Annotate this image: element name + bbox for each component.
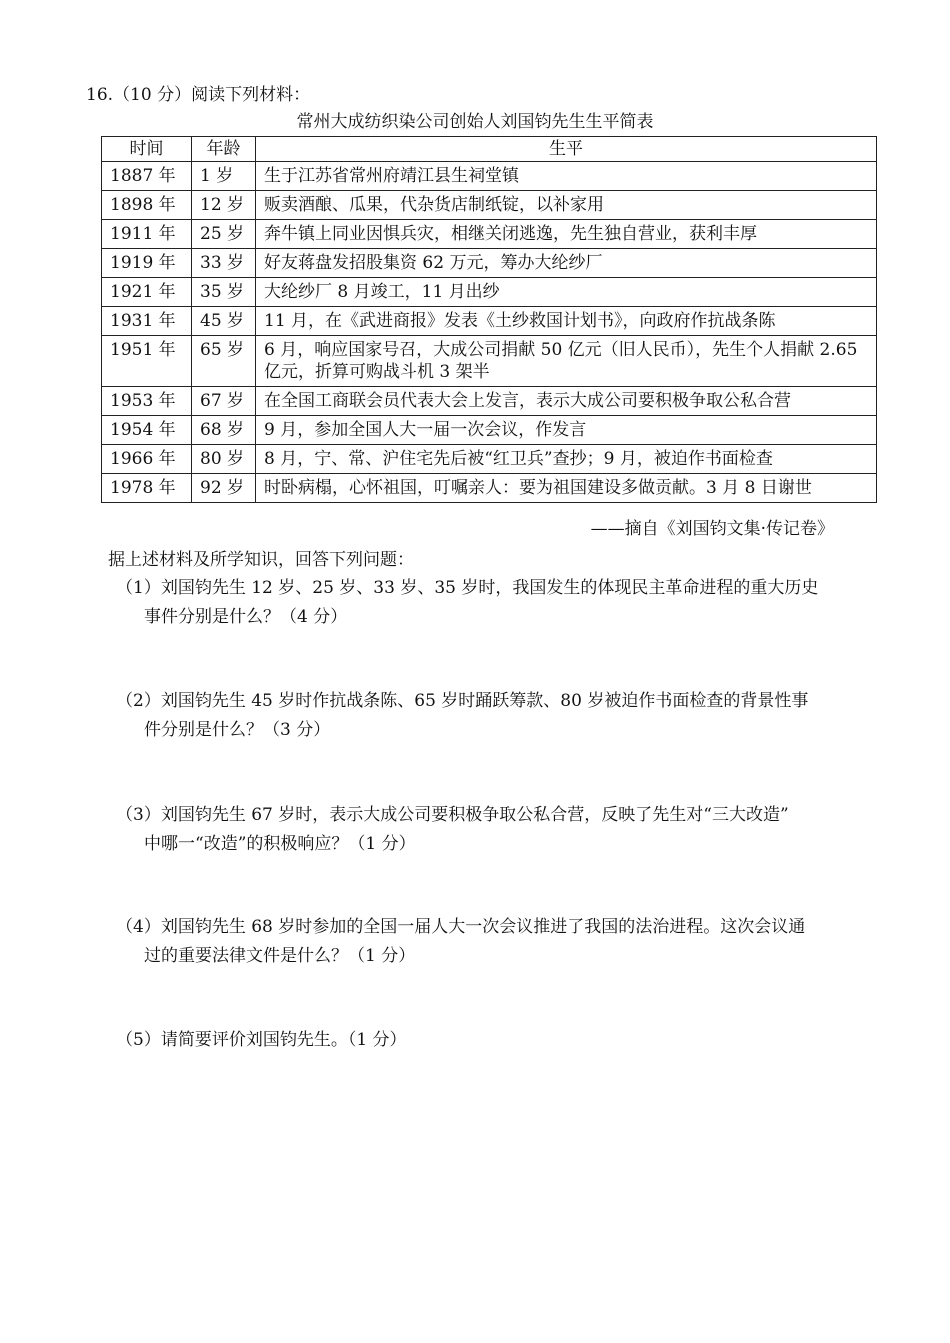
cell-year: 1921 年 <box>102 278 192 307</box>
cell-event: 8 月，宁、常、沪住宅先后被“红卫兵”查抄；9 月，被迫作书面检查 <box>256 445 877 474</box>
question-2-line2: 件分别是什么？（3 分） <box>144 720 331 740</box>
question-3-line2: 中哪一“改造”的积极响应？（1 分） <box>144 834 416 854</box>
question-3 <box>116 801 866 859</box>
cell-event: 在全国工商联会员代表大会上发言，表示大成公司要积极争取公私合营 <box>256 387 877 416</box>
cell-year: 1898 年 <box>102 191 192 220</box>
cell-year: 1966 年 <box>102 445 192 474</box>
table-row <box>102 162 877 191</box>
source-note: ——摘自《刘国钧文集·传记卷》 <box>590 519 834 539</box>
table-row <box>102 191 877 220</box>
table-row <box>102 249 877 278</box>
table-row <box>102 278 877 307</box>
cell-event: 时卧病榻，心怀祖国，叮嘱亲人：要为祖国建设多做贡献。3 月 8 日谢世 <box>256 474 877 503</box>
cell-year: 1931 年 <box>102 307 192 336</box>
cell-event: 9 月，参加全国人大一届一次会议，作发言 <box>256 416 877 445</box>
question-4 <box>116 913 866 971</box>
question-3-line1: （3）刘国钧先生 67 岁时，表示大成公司要积极争取公私合营，反映了先生对“三大改造” <box>116 805 789 825</box>
instructions: 据上述材料及所学知识，回答下列问题： <box>108 550 414 570</box>
question-5-line1: （5）请简要评价刘国钧先生。（1 分） <box>116 1030 407 1050</box>
cell-event: 生于江苏省常州府靖江县生祠堂镇 <box>256 162 877 191</box>
question-5 <box>116 1026 866 1055</box>
cell-age: 80 岁 <box>192 445 256 474</box>
cell-age: 68 岁 <box>192 416 256 445</box>
biography-table <box>101 136 877 503</box>
cell-event: 6 月，响应国家号召，大成公司捐献 50 亿元（旧人民币），先生个人捐献 2.65 亿元，折算可购战斗机 3 架半 <box>256 336 877 387</box>
question-1-line2: 事件分别是什么？（4 分） <box>144 607 348 627</box>
cell-age: 1 岁 <box>192 162 256 191</box>
cell-age: 33 岁 <box>192 249 256 278</box>
header-time: 时间 <box>102 137 192 162</box>
cell-year: 1951 年 <box>102 336 192 387</box>
table-row <box>102 387 877 416</box>
question-1 <box>116 574 866 632</box>
table-row <box>102 445 877 474</box>
header-age: 年龄 <box>192 137 256 162</box>
table-row <box>102 336 877 387</box>
table-row <box>102 474 877 503</box>
question-1-line1: （1）刘国钧先生 12 岁、25 岁、33 岁、35 岁时，我国发生的体现民主革命进程的重大历史 <box>116 578 819 598</box>
cell-age: 92 岁 <box>192 474 256 503</box>
question-header: 16.（10 分）阅读下列材料： <box>86 85 311 105</box>
table-row <box>102 220 877 249</box>
cell-age: 25 岁 <box>192 220 256 249</box>
cell-year: 1953 年 <box>102 387 192 416</box>
cell-event: 11 月，在《武进商报》发表《土纱救国计划书》，向政府作抗战条陈 <box>256 307 877 336</box>
header-life: 生平 <box>256 137 877 162</box>
question-2 <box>116 687 866 745</box>
question-4-line2: 过的重要法律文件是什么？（1 分） <box>144 946 416 966</box>
cell-event: 奔牛镇上同业因惧兵灾，相继关闭逃逸，先生独自营业，获利丰厚 <box>256 220 877 249</box>
cell-event: 贩卖酒酿、瓜果，代杂货店制纸锭，以补家用 <box>256 191 877 220</box>
question-4-line1: （4）刘国钧先生 68 岁时参加的全国一届人大一次会议推进了我国的法治进程。这次会议通 <box>116 917 806 937</box>
cell-year: 1911 年 <box>102 220 192 249</box>
cell-age: 35 岁 <box>192 278 256 307</box>
cell-age: 65 岁 <box>192 336 256 387</box>
cell-year: 1919 年 <box>102 249 192 278</box>
table-header-row <box>102 137 877 162</box>
table-title: 常州大成纺织染公司创始人刘国钧先生生平简表 <box>296 112 654 132</box>
cell-year: 1954 年 <box>102 416 192 445</box>
cell-year: 1978 年 <box>102 474 192 503</box>
cell-event: 大纶纱厂 8 月竣工，11 月出纱 <box>256 278 877 307</box>
question-2-line1: （2）刘国钧先生 45 岁时作抗战条陈、65 岁时踊跃筹款、80 岁被迫作书面检查的背景性事 <box>116 691 809 711</box>
table-row <box>102 307 877 336</box>
cell-age: 12 岁 <box>192 191 256 220</box>
table-row <box>102 416 877 445</box>
cell-year: 1887 年 <box>102 162 192 191</box>
cell-event: 好友蒋盘发招股集资 62 万元，筹办大纶纱厂 <box>256 249 877 278</box>
cell-age: 67 岁 <box>192 387 256 416</box>
cell-age: 45 岁 <box>192 307 256 336</box>
